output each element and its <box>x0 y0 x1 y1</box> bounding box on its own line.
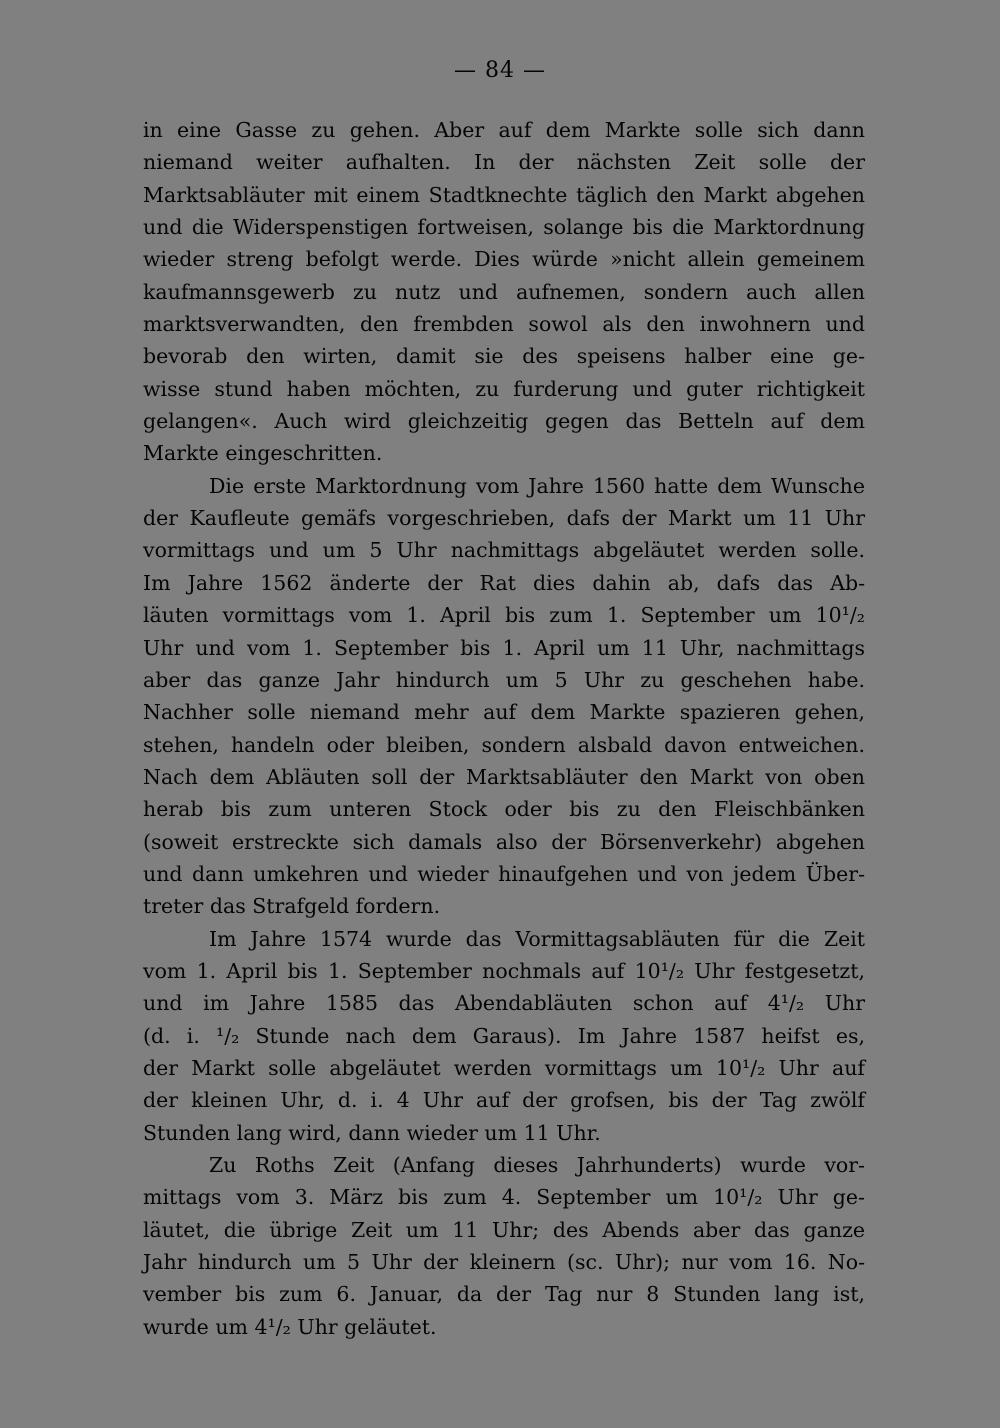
page-number: — 84 — <box>454 58 546 83</box>
text-line: Nach dem Abläuten soll der Marktsabläuter den Markt von oben <box>143 764 865 789</box>
text-line: der kleinen Uhr, d. i. 4 Uhr auf der grofsen, bis der Tag zwölf <box>143 1088 865 1113</box>
text-line: Markte eingeschritten. <box>143 441 383 466</box>
text-line: aber das ganze Jahr hindurch um 5 Uhr zu geschehen habe. <box>143 667 865 692</box>
text-line: (soweit erstreckte sich damals also der Börsenverkehr) abgehen <box>143 829 865 854</box>
text-line: und die Widerspenstigen fortweisen, solange bis die Marktordnung <box>143 215 865 240</box>
text-line: der Kaufleute gemäfs vorgeschrieben, dafs der Markt um 11 Uhr <box>143 506 865 531</box>
text-line: Uhr und vom 1. September bis 1. April um 11 Uhr, nachmittags <box>143 635 865 660</box>
text-line: vormittags und um 5 Uhr nachmittags abgeläutet werden solle. <box>143 538 865 563</box>
text-line: wurde um 4¹/₂ Uhr geläutet. <box>143 1314 437 1339</box>
text-line: treter das Strafgeld fordern. <box>143 894 441 919</box>
text-line: (d. i. ¹/₂ Stunde nach dem Garaus). Im Jahre 1587 heifst es, <box>143 1023 865 1048</box>
text-line: Zu Roths Zeit (Anfang dieses Jahrhunderts) wurde vor- <box>209 1153 865 1177</box>
text-line: vember bis zum 6. Januar, da der Tag nur 8 Stunden lang ist, <box>143 1282 865 1307</box>
text-line: läutet, die übrige Zeit um 11 Uhr; des Abends aber das ganze <box>143 1217 865 1242</box>
text-line: kaufmannsgewerb zu nutz und aufnemen, sondern auch allen <box>143 279 865 304</box>
text-line: Jahr hindurch um 5 Uhr der kleinern (sc. Uhr); nur vom 16. No- <box>143 1250 865 1275</box>
text-line: und im Jahre 1585 das Abendabläuten schon auf 4¹/₂ Uhr <box>143 991 865 1016</box>
text-line: stehen, handeln oder bleiben, sondern alsbald davon entweichen. <box>143 732 865 757</box>
text-line: Stunden lang wird, dann wieder um 11 Uhr. <box>143 1120 601 1145</box>
text-line: Marktsabläuter mit einem Stadtknechte täglich den Markt abgehen <box>143 182 865 207</box>
text-line: vom 1. April bis 1. September nochmals auf 10¹/₂ Uhr festgesetzt, <box>143 958 865 983</box>
text-line: und dann umkehren und wieder hinaufgehen und von jedem Über- <box>143 861 865 886</box>
text-line: der Markt solle abgeläutet werden vormittags um 10¹/₂ Uhr auf <box>143 1055 865 1080</box>
text-line: gelangen«. Auch wird gleichzeitig gegen das Betteln auf dem <box>143 409 865 434</box>
text-line: marktsverwandten, den frembden sowol als den inwohnern und <box>143 312 865 337</box>
text-line: wisse stund haben möchten, zu furderung und guter richtigkeit <box>143 376 865 401</box>
text-line: herab bis zum unteren Stock oder bis zu den Fleischbänken <box>143 797 865 822</box>
text-line: Im Jahre 1574 wurde das Vormittagsabläuten für die Zeit <box>209 926 865 951</box>
text-line: mittags vom 3. März bis zum 4. September um 10¹/₂ Uhr ge- <box>143 1185 865 1210</box>
text-line: niemand weiter aufhalten. In der nächsten Zeit solle der <box>143 150 865 175</box>
text-line: in eine Gasse zu gehen. Aber auf dem Markte solle sich dann <box>143 118 865 142</box>
text-line: Im Jahre 1562 änderte der Rat dies dahin ab, dafs das Ab- <box>143 570 865 595</box>
text-line: bevorab den wirten, damit sie des speisens halber eine ge- <box>143 344 865 369</box>
text-line: Die erste Marktordnung vom Jahre 1560 hatte dem Wunsche <box>209 473 865 498</box>
text-line: läuten vormittags vom 1. April bis zum 1. September um 10¹/₂ <box>143 603 865 628</box>
text-line: Nachher solle niemand mehr auf dem Markte spazieren gehen, <box>143 700 865 725</box>
text-line: wieder streng befolgt werde. Dies würde »nicht allein gemeinem <box>143 247 865 272</box>
body-text <box>143 114 865 1343</box>
